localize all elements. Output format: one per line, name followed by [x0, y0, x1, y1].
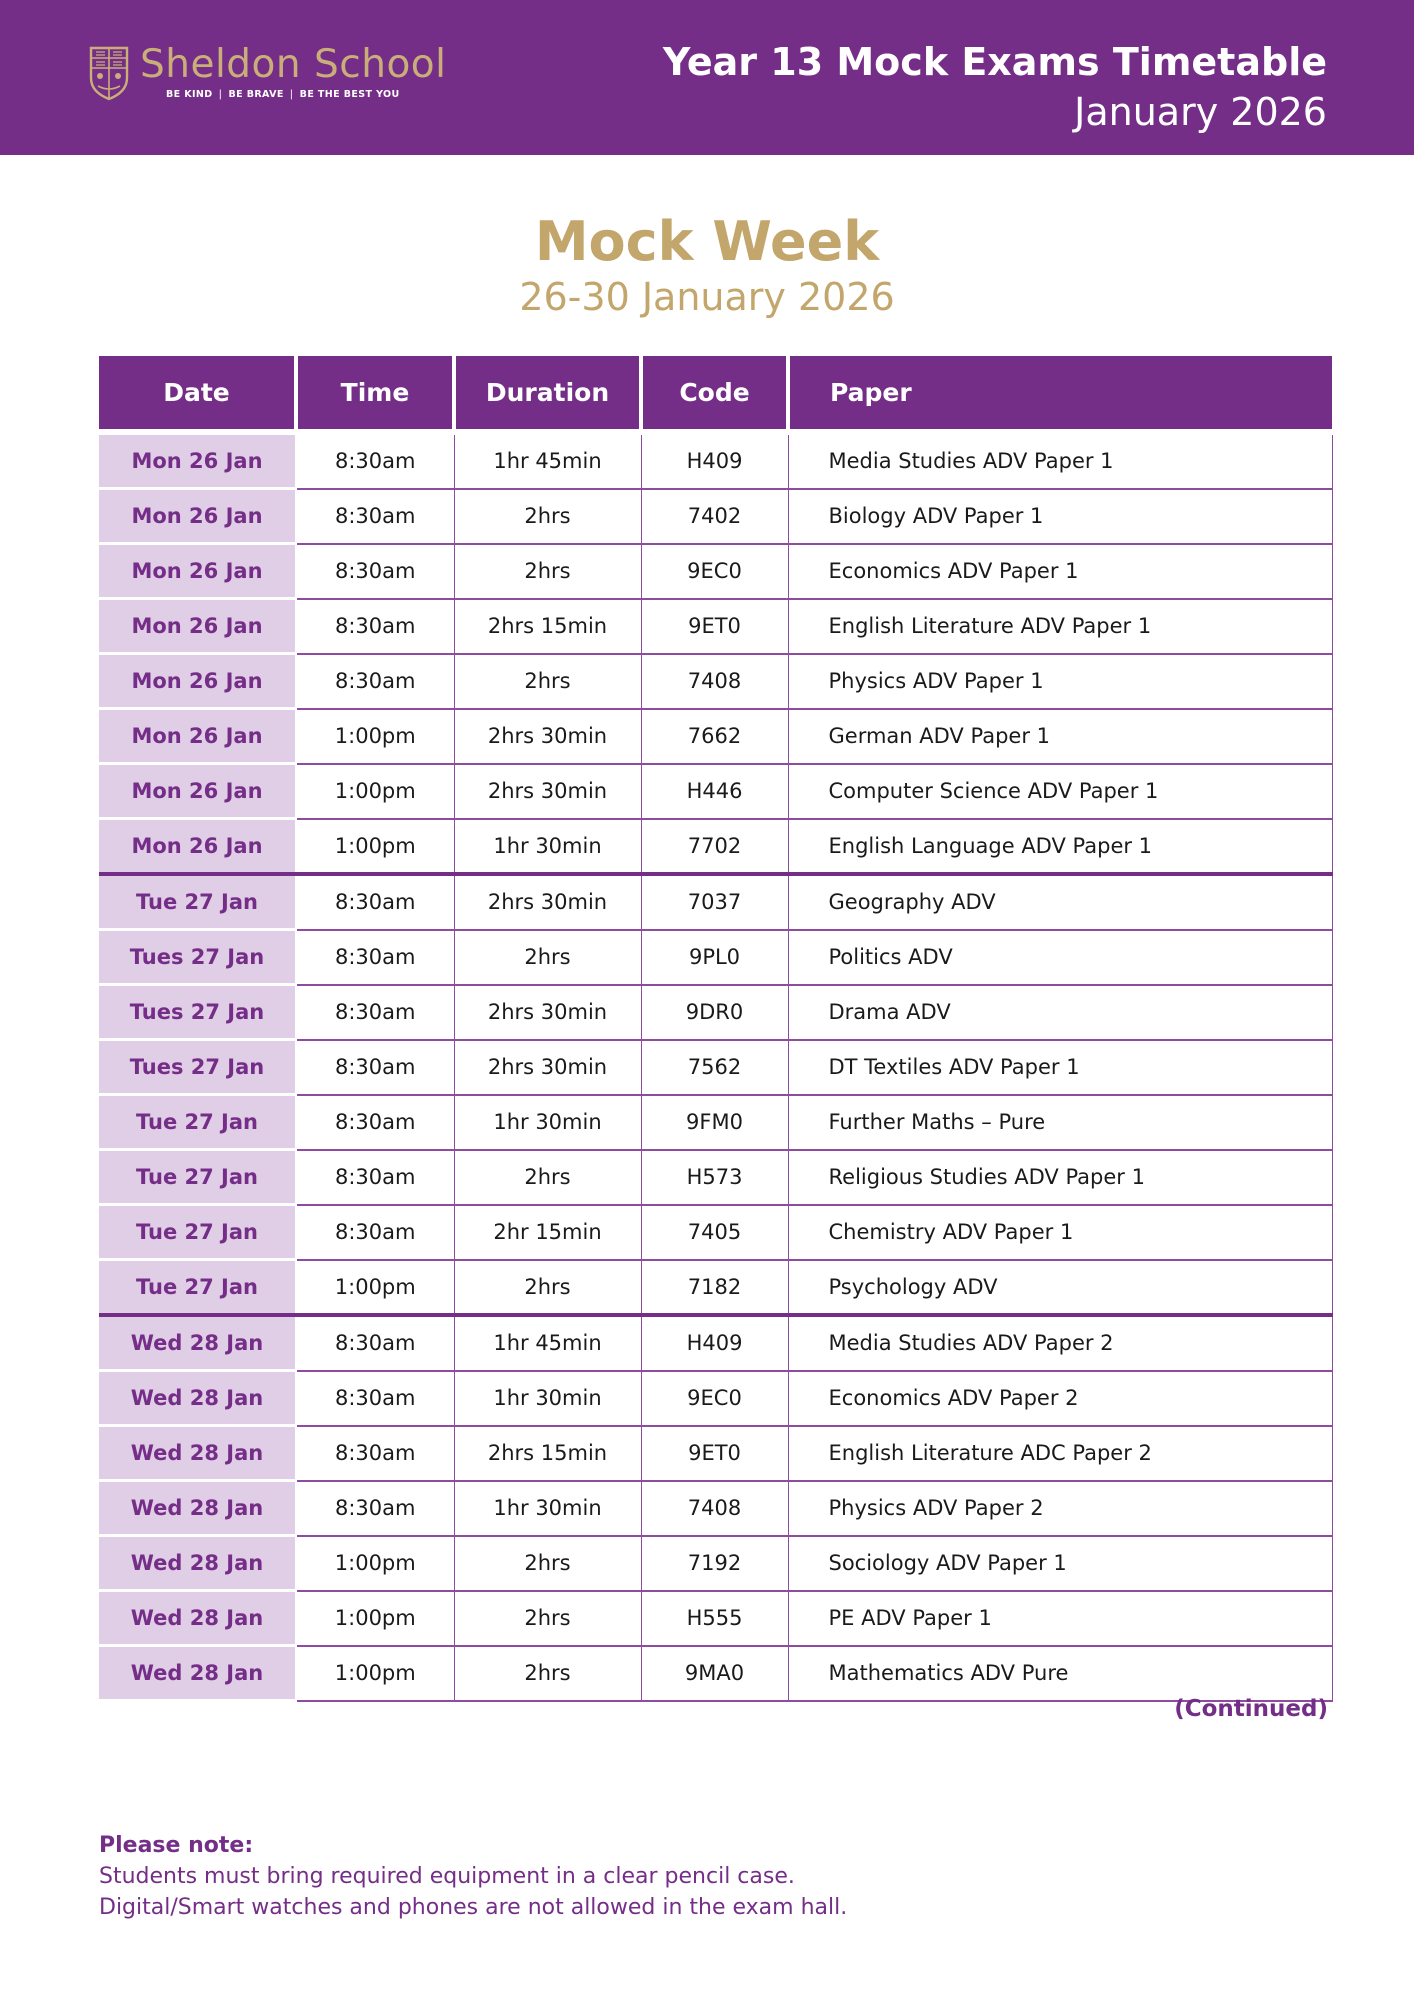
cell-date: Wed 28 Jan: [99, 1315, 296, 1371]
cell-paper: Physics ADV Paper 2: [788, 1481, 1332, 1536]
cell-code: 7037: [641, 874, 788, 930]
column-header-paper: Paper: [788, 356, 1332, 432]
cell-duration: 1hr 30min: [454, 1095, 641, 1150]
table-row: [99, 1536, 1332, 1591]
cell-code: 7405: [641, 1205, 788, 1260]
column-header-duration: Duration: [454, 356, 641, 432]
cell-date: Tue 27 Jan: [99, 1205, 296, 1260]
cell-date: Mon 26 Jan: [99, 819, 296, 875]
cell-date: Mon 26 Jan: [99, 432, 296, 489]
cell-time: 8:30am: [296, 1426, 454, 1481]
cell-code: 9ET0: [641, 599, 788, 654]
cell-duration: 2hr 15min: [454, 1205, 641, 1260]
cell-duration: 1hr 45min: [454, 1315, 641, 1371]
cell-date: Wed 28 Jan: [99, 1591, 296, 1646]
cell-time: 1:00pm: [296, 1260, 454, 1316]
document-title-block: [663, 38, 1327, 138]
cell-duration: 2hrs 30min: [454, 985, 641, 1040]
table-row: [99, 599, 1332, 654]
cell-date: Mon 26 Jan: [99, 544, 296, 599]
note-line: Digital/Smart watches and phones are not allowed in the exam hall.: [99, 1895, 848, 1920]
motto-part: BE KIND: [166, 89, 213, 100]
cell-code: H446: [641, 764, 788, 819]
table-row: [99, 985, 1332, 1040]
cell-date: Tues 27 Jan: [99, 985, 296, 1040]
column-header-date: Date: [99, 356, 296, 432]
continued-label: (Continued): [1174, 1696, 1328, 1722]
cell-date: Mon 26 Jan: [99, 489, 296, 544]
cell-date: Wed 28 Jan: [99, 1371, 296, 1426]
cell-time: 8:30am: [296, 654, 454, 709]
table-row: [99, 1040, 1332, 1095]
cell-time: 8:30am: [296, 1095, 454, 1150]
cell-code: H409: [641, 1315, 788, 1371]
cell-duration: 2hrs: [454, 489, 641, 544]
cell-date: Tues 27 Jan: [99, 1040, 296, 1095]
cell-code: 9EC0: [641, 544, 788, 599]
cell-code: 7662: [641, 709, 788, 764]
cell-code: 9DR0: [641, 985, 788, 1040]
cell-duration: 2hrs: [454, 1150, 641, 1205]
cell-paper: Politics ADV: [788, 930, 1332, 985]
table-row: [99, 1646, 1332, 1701]
timetable-header-row: [99, 356, 1332, 432]
cell-paper: Further Maths – Pure: [788, 1095, 1332, 1150]
table-row: [99, 1150, 1332, 1205]
motto-part: BE BRAVE: [228, 89, 284, 100]
table-row: [99, 489, 1332, 544]
cell-time: 8:30am: [296, 432, 454, 489]
cell-code: H409: [641, 432, 788, 489]
cell-paper: Mathematics ADV Pure: [788, 1646, 1332, 1701]
table-row: [99, 654, 1332, 709]
cell-paper: Physics ADV Paper 1: [788, 654, 1332, 709]
cell-paper: German ADV Paper 1: [788, 709, 1332, 764]
page-header: [0, 0, 1414, 155]
cell-code: 7402: [641, 489, 788, 544]
cell-duration: 2hrs 15min: [454, 1426, 641, 1481]
cell-time: 1:00pm: [296, 709, 454, 764]
cell-code: 7182: [641, 1260, 788, 1316]
table-row: [99, 1095, 1332, 1150]
cell-code: 9FM0: [641, 1095, 788, 1150]
table-row: [99, 709, 1332, 764]
cell-time: 8:30am: [296, 1315, 454, 1371]
cell-time: 8:30am: [296, 599, 454, 654]
cell-paper: Psychology ADV: [788, 1260, 1332, 1316]
cell-duration: 1hr 30min: [454, 819, 641, 875]
cell-time: 8:30am: [296, 1371, 454, 1426]
cell-paper: English Literature ADC Paper 2: [788, 1426, 1332, 1481]
cell-date: Mon 26 Jan: [99, 654, 296, 709]
table-row: [99, 819, 1332, 875]
cell-paper: Economics ADV Paper 2: [788, 1371, 1332, 1426]
table-row: [99, 1205, 1332, 1260]
cell-time: 1:00pm: [296, 1536, 454, 1591]
cell-duration: 2hrs: [454, 930, 641, 985]
week-title: Mock Week: [534, 210, 880, 273]
table-row: [99, 1260, 1332, 1316]
cell-date: Tue 27 Jan: [99, 1150, 296, 1205]
cell-time: 8:30am: [296, 1205, 454, 1260]
cell-time: 8:30am: [296, 1481, 454, 1536]
cell-code: 7408: [641, 654, 788, 709]
note-title: Please note:: [99, 1833, 254, 1858]
cell-time: 1:00pm: [296, 1646, 454, 1701]
cell-code: H555: [641, 1591, 788, 1646]
cell-paper: Media Studies ADV Paper 1: [788, 432, 1332, 489]
cell-duration: 2hrs: [454, 1646, 641, 1701]
school-name: Sheldon School: [140, 42, 447, 87]
cell-duration: 1hr 30min: [454, 1481, 641, 1536]
motto-part: BE THE BEST YOU: [299, 89, 400, 100]
cell-code: 9MA0: [641, 1646, 788, 1701]
cell-date: Wed 28 Jan: [99, 1646, 296, 1701]
cell-paper: English Language ADV Paper 1: [788, 819, 1332, 875]
cell-paper: Chemistry ADV Paper 1: [788, 1205, 1332, 1260]
cell-paper: Geography ADV: [788, 874, 1332, 930]
cell-duration: 2hrs 15min: [454, 599, 641, 654]
table-row: [99, 874, 1332, 930]
cell-duration: 2hrs: [454, 654, 641, 709]
column-header-time: Time: [296, 356, 454, 432]
cell-date: Tue 27 Jan: [99, 1260, 296, 1316]
school-crest-icon: [88, 44, 130, 102]
cell-duration: 2hrs: [454, 1260, 641, 1316]
timetable: [99, 356, 1333, 1702]
cell-time: 8:30am: [296, 985, 454, 1040]
cell-date: Tue 27 Jan: [99, 1095, 296, 1150]
cell-date: Tues 27 Jan: [99, 930, 296, 985]
cell-date: Wed 28 Jan: [99, 1536, 296, 1591]
cell-paper: DT Textiles ADV Paper 1: [788, 1040, 1332, 1095]
cell-paper: Sociology ADV Paper 1: [788, 1536, 1332, 1591]
cell-code: 9PL0: [641, 930, 788, 985]
cell-paper: Biology ADV Paper 1: [788, 489, 1332, 544]
cell-time: 8:30am: [296, 930, 454, 985]
cell-duration: 2hrs 30min: [454, 874, 641, 930]
week-dates: 26-30 January 2026: [519, 275, 895, 319]
table-row: [99, 1591, 1332, 1646]
cell-time: 8:30am: [296, 1150, 454, 1205]
cell-time: 1:00pm: [296, 1591, 454, 1646]
cell-code: H573: [641, 1150, 788, 1205]
cell-time: 8:30am: [296, 544, 454, 599]
cell-time: 1:00pm: [296, 764, 454, 819]
cell-code: 7562: [641, 1040, 788, 1095]
cell-paper: PE ADV Paper 1: [788, 1591, 1332, 1646]
column-header-code: Code: [641, 356, 788, 432]
table-row: [99, 432, 1332, 489]
table-row: [99, 930, 1332, 985]
cell-code: 7192: [641, 1536, 788, 1591]
cell-date: Wed 28 Jan: [99, 1426, 296, 1481]
cell-duration: 2hrs 30min: [454, 709, 641, 764]
school-logo: [88, 44, 447, 106]
cell-paper: Computer Science ADV Paper 1: [788, 764, 1332, 819]
cell-date: Mon 26 Jan: [99, 764, 296, 819]
cell-paper: English Literature ADV Paper 1: [788, 599, 1332, 654]
table-row: [99, 544, 1332, 599]
document-title: Year 13 Mock Exams Timetable: [662, 40, 1327, 84]
cell-time: 1:00pm: [296, 819, 454, 875]
table-row: [99, 764, 1332, 819]
cell-date: Tue 27 Jan: [99, 874, 296, 930]
document-subtitle: January 2026: [1074, 90, 1327, 134]
cell-date: Wed 28 Jan: [99, 1481, 296, 1536]
cell-paper: Economics ADV Paper 1: [788, 544, 1332, 599]
cell-duration: 2hrs: [454, 544, 641, 599]
cell-code: 7408: [641, 1481, 788, 1536]
cell-time: 8:30am: [296, 874, 454, 930]
cell-duration: 2hrs 30min: [454, 764, 641, 819]
table-row: [99, 1481, 1332, 1536]
cell-paper: Religious Studies ADV Paper 1: [788, 1150, 1332, 1205]
cell-paper: Drama ADV: [788, 985, 1332, 1040]
cell-duration: 2hrs: [454, 1536, 641, 1591]
cell-date: Mon 26 Jan: [99, 709, 296, 764]
cell-paper: Media Studies ADV Paper 2: [788, 1315, 1332, 1371]
cell-time: 8:30am: [296, 489, 454, 544]
cell-duration: 2hrs 30min: [454, 1040, 641, 1095]
cell-date: Mon 26 Jan: [99, 599, 296, 654]
note-block: [99, 1830, 847, 1923]
table-row: [99, 1315, 1332, 1371]
cell-time: 8:30am: [296, 1040, 454, 1095]
note-line: Students must bring required equipment in a clear pencil case.: [99, 1864, 795, 1889]
cell-duration: 1hr 30min: [454, 1371, 641, 1426]
table-row: [99, 1426, 1332, 1481]
cell-duration: 1hr 45min: [454, 432, 641, 489]
school-motto: BE KIND | BE BRAVE | BE THE BEST YOU: [166, 89, 400, 100]
cell-code: 9EC0: [641, 1371, 788, 1426]
cell-duration: 2hrs: [454, 1591, 641, 1646]
cell-code: 7702: [641, 819, 788, 875]
cell-code: 9ET0: [641, 1426, 788, 1481]
table-row: [99, 1371, 1332, 1426]
